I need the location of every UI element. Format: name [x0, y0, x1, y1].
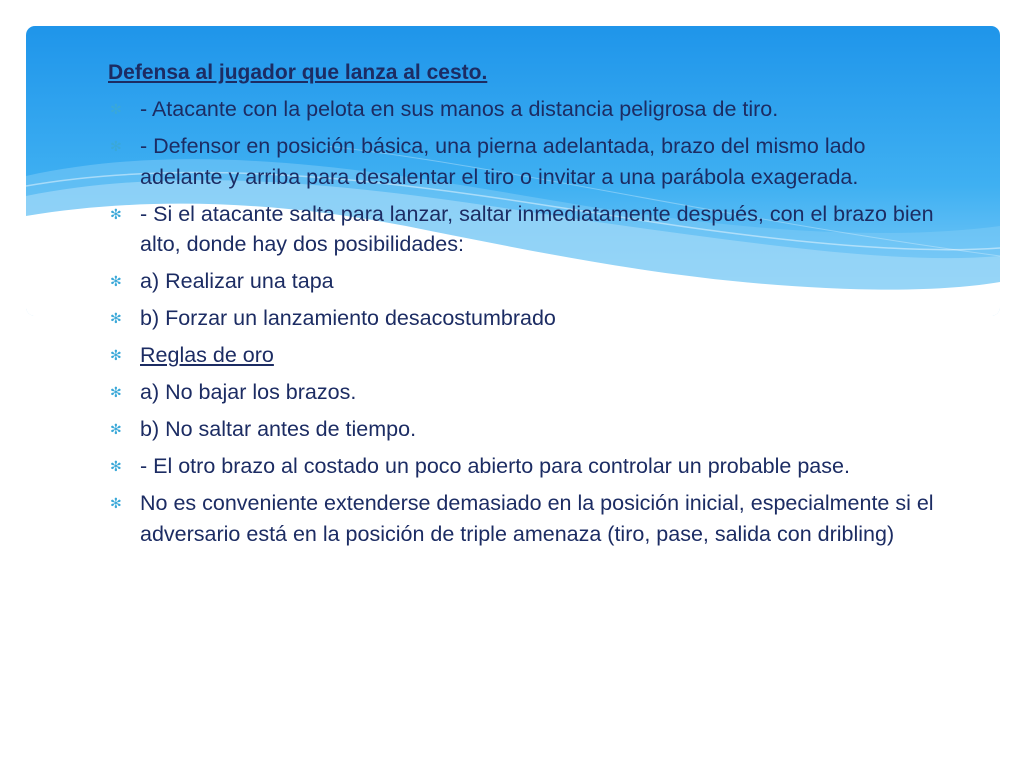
asterisk-bullet-icon: ✻	[110, 205, 122, 222]
asterisk-bullet-icon: ✻	[110, 101, 122, 117]
slide-content	[108, 58, 938, 556]
list-item-text: b) Forzar un lanzamiento desacostumbrado	[140, 306, 556, 330]
list-item-text: a) Realizar una tapa	[140, 269, 334, 293]
asterisk-bullet-icon: ✻	[110, 310, 122, 326]
list-item-text: - El otro brazo al costado un poco abierto para controlar un probable pase.	[140, 454, 850, 478]
list-item-text: a) No bajar los brazos.	[140, 380, 357, 404]
list-item	[108, 131, 938, 192]
asterisk-bullet-icon: ✻	[110, 458, 122, 474]
bullet-list	[108, 94, 938, 549]
list-item	[108, 199, 938, 260]
asterisk-bullet-icon: ✻	[110, 347, 122, 363]
slide-title: Defensa al jugador que lanza al cesto.	[108, 61, 488, 84]
asterisk-bullet-icon: ✻	[110, 138, 122, 154]
list-item	[108, 94, 938, 125]
list-item-text: No es conveniente extenderse demasiado en la posición inicial, especialmente si el adversario está en la posición de triple amenaza (tiro, pase, salida con dribling)	[140, 491, 934, 546]
list-item	[108, 488, 938, 549]
list-item-text: - Si el atacante salta para lanzar, saltar inmediatamente después, con el brazo bien alto, donde hay dos posibilidades:	[140, 201, 934, 256]
list-item	[108, 377, 938, 408]
list-item	[108, 266, 938, 297]
list-item-text: Reglas de oro	[140, 343, 274, 367]
list-item	[108, 303, 938, 334]
asterisk-bullet-icon: ✻	[110, 384, 122, 400]
list-item-text: b) No saltar antes de tiempo.	[140, 417, 417, 441]
list-item	[108, 340, 938, 371]
list-item	[108, 451, 938, 482]
asterisk-bullet-icon: ✻	[110, 495, 122, 511]
list-item-text: - Defensor en posición básica, una pierna adelantada, brazo del mismo lado adelante y arriba para desalentar el tiro o invitar a una parábola exagerada.	[140, 134, 866, 189]
asterisk-bullet-icon: ✻	[110, 421, 122, 437]
asterisk-bullet-icon: ✻	[110, 273, 122, 289]
list-item-text: - Atacante con la pelota en sus manos a distancia peligrosa de tiro.	[140, 97, 779, 121]
list-item	[108, 414, 938, 445]
